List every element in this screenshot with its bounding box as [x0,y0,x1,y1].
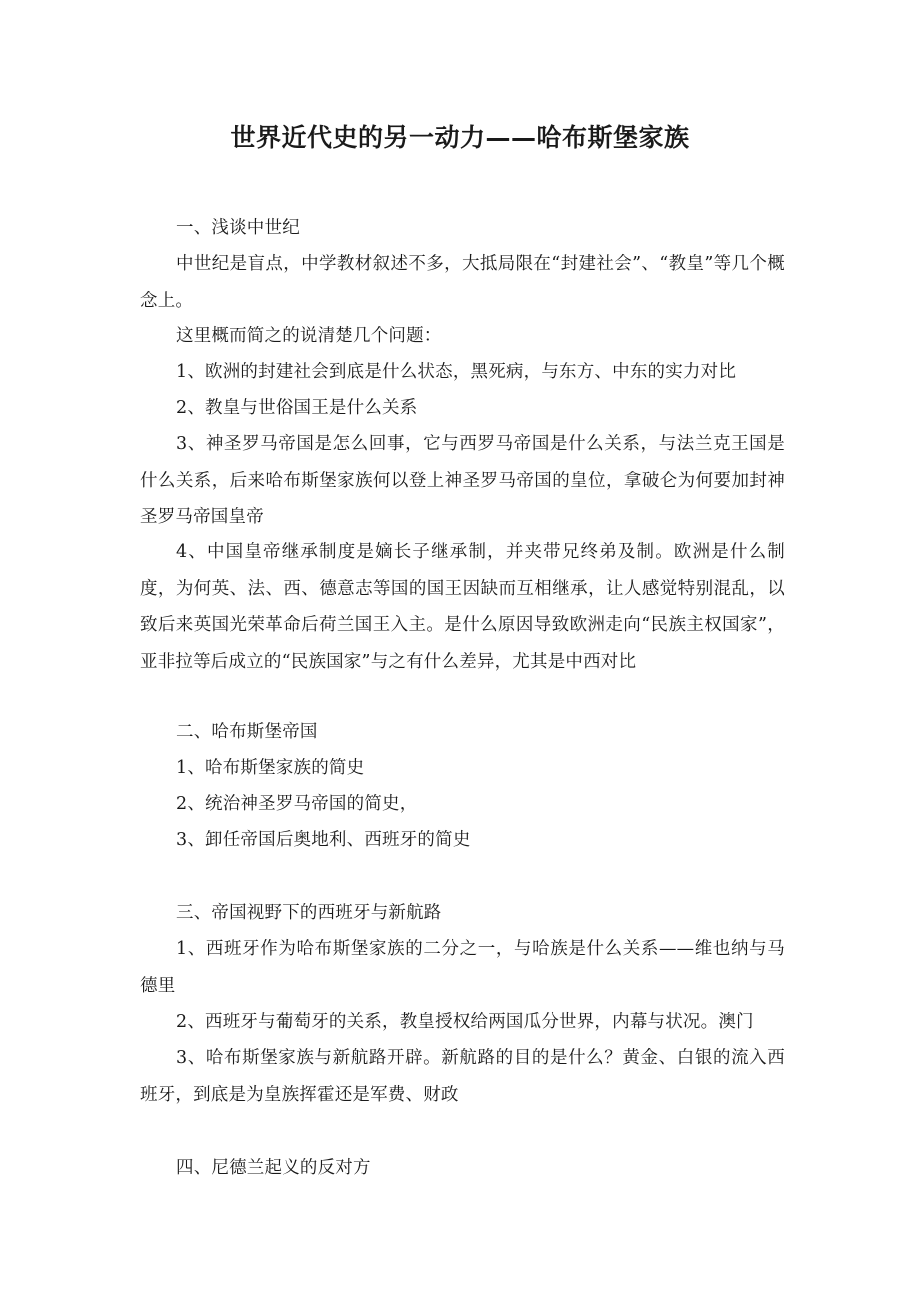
paragraph: 这里概而简之的说清楚几个问题： [176,326,442,346]
section-heading-3: 三、帝国视野下的西班牙与新航路 [176,903,442,923]
list-item: 3、卸任帝国后奥地利、西班牙的简史 [176,830,471,850]
list-item: 3、神圣罗马帝国是怎么回事，它与西罗马帝国是什么关系，与法兰克王国是什么关系，后来哈布斯堡家族何以登上神圣罗马帝国的皇位，拿破仑为何要加封神圣罗马帝国皇帝 [140,434,785,527]
paragraph: 中世纪是盲点，中学教材叙述不多，大抵局限在“封建社会”、“教皇”等几个概念上。 [140,254,785,311]
list-item: 2、西班牙与葡萄牙的关系，教皇授权给两国瓜分世界，内幕与状况。澳门 [176,1012,754,1032]
list-item: 1、欧洲的封建社会到底是什么状态，黑死病，与东方、中东的实力对比 [176,362,737,382]
list-item: 2、教皇与世俗国王是什么关系 [176,398,418,418]
list-item: 1、西班牙作为哈布斯堡家族的二分之一，与哈族是什么关系——维也纳与马德里 [140,939,785,996]
list-item: 3、哈布斯堡家族与新航路开辟。新航路的目的是什么？黄金、白银的流入西班牙，到底是为皇族挥霍还是军费、财政 [140,1048,785,1105]
section-heading-1: 一、浅谈中世纪 [176,218,300,238]
list-item: 4、中国皇帝继承制度是嫡长子继承制，并夹带兄终弟及制。欧洲是什么制度，为何英、法、西、德意志等国的国王因缺而互相继承，让人感觉特别混乱，以致后来英国光荣革命后荷兰国王入主。是什么原因导致欧洲走向“民族主权国家”，亚非拉等后成立的“民族国家”与之有什么差异，尤其是中西对比 [140,542,785,672]
list-item: 2、统治神圣罗马帝国的简史， [176,794,418,814]
section-heading-4: 四、尼德兰起义的反对方 [176,1158,371,1178]
document-title: 世界近代史的另一动力——哈布斯堡家族 [230,123,690,152]
list-item: 1、哈布斯堡家族的简史 [176,758,365,778]
section-heading-2: 二、哈布斯堡帝国 [176,722,318,742]
